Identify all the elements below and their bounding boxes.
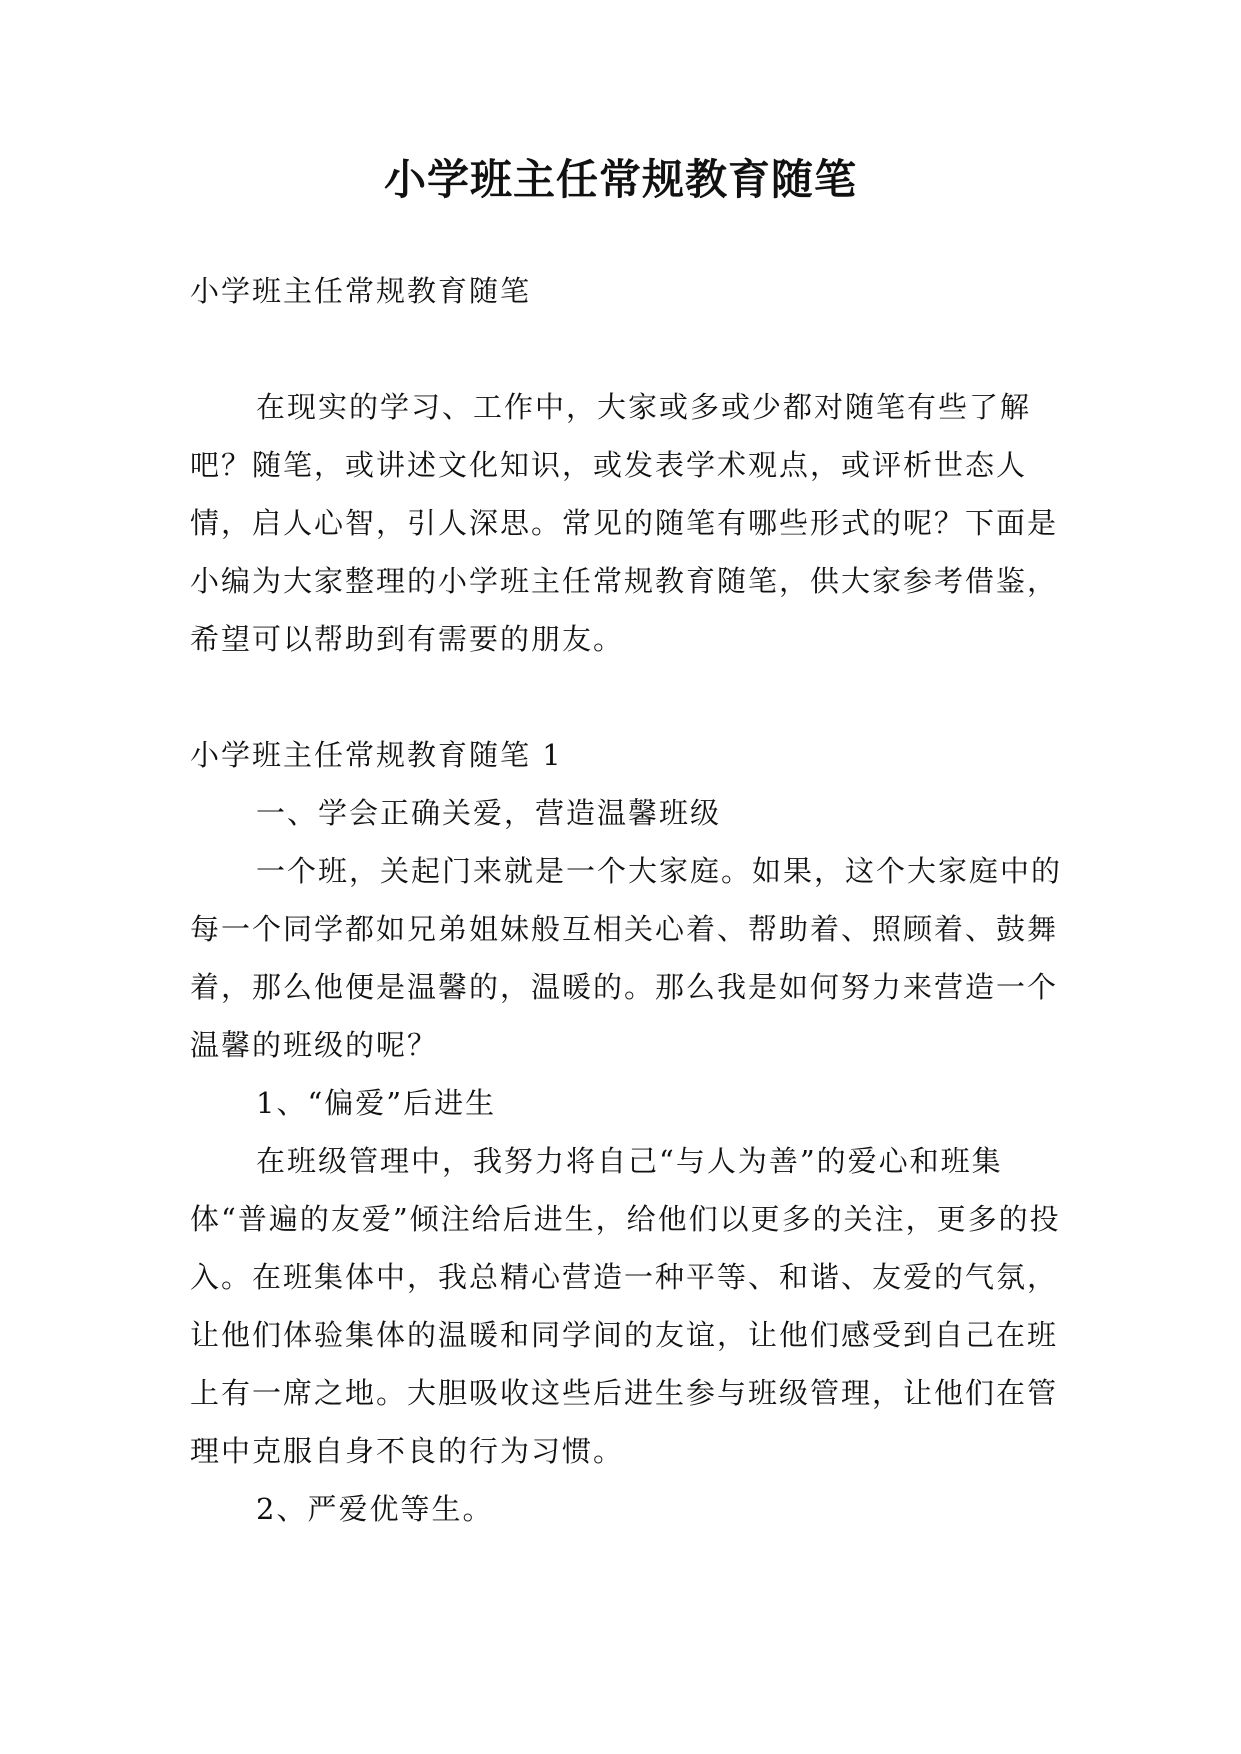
- document-body: [190, 262, 1070, 1538]
- body-paragraph-2: 在班级管理中，我努力将自己“与人为善”的爱心和班集体“普遍的友爱”倾注给后进生，给他们以更多的关注，更多的投入。在班集体中，我总精心营造一种平等、和谐、友爱的气氛，让他们体验集体的温暖和同学间的友谊，让他们感受到自己在班上有一席之地。大胆吸收这些后进生参与班级管理，让他们在管理中克服自身不良的行为习惯。: [190, 1144, 1061, 1468]
- section-heading: 小学班主任常规教育随笔 1: [190, 738, 563, 772]
- subtitle-paragraph: 小学班主任常规教育随笔: [190, 274, 532, 308]
- subheading-1: 一、学会正确关爱，营造温馨班级: [256, 796, 722, 830]
- intro-paragraph: 在现实的学习、工作中，大家或多或少都对随笔有些了解吧？随笔，或讲述文化知识，或发表学术观点，或评析世态人情，启人心智，引人深思。常见的随笔有哪些形式的呢？下面是小编为大家整理的小学班主任常规教育随笔，供大家参考借鉴，希望可以帮助到有需要的朋友。: [190, 390, 1059, 656]
- list-heading-1: 1、“偏爱”后进生: [256, 1086, 497, 1120]
- document-title: 小学班主任常规教育随笔: [383, 155, 857, 204]
- body-paragraph-1: 一个班，关起门来就是一个大家庭。如果，这个大家庭中的每一个同学都如兄弟姐妹般互相关心着、帮助着、照顾着、鼓舞着，那么他便是温馨的，温暖的。那么我是如何努力来营造一个温馨的班级的呢？: [190, 854, 1063, 1062]
- list-heading-2: 2、严爱优等生。: [256, 1492, 494, 1526]
